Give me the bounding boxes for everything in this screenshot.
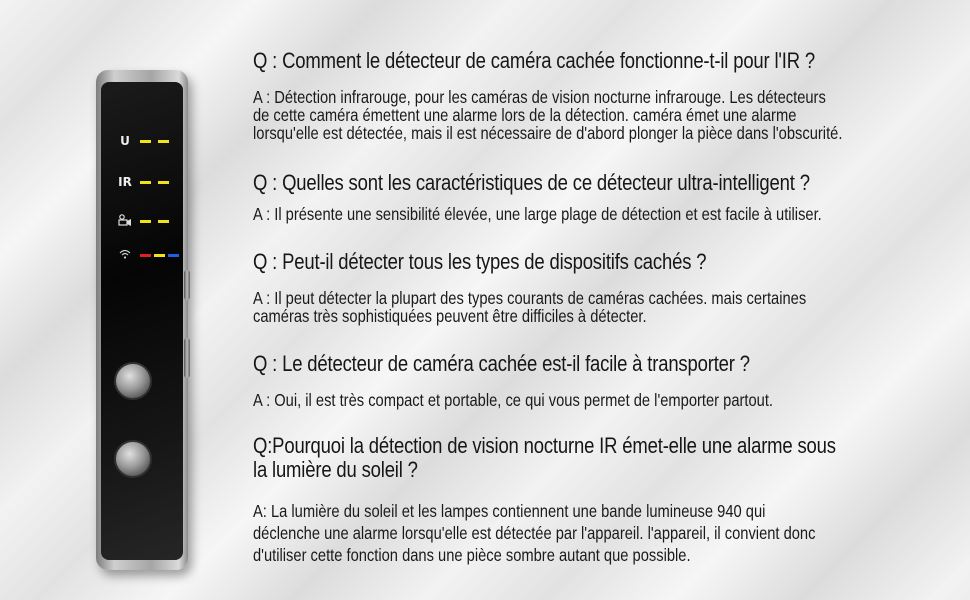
faq-question-4: Q : Le détecteur de caméra cachée est-il facile à transporter ? xyxy=(253,351,750,376)
faq-question-5: Q:Pourquoi la détection de vision nocturne IR émet-elle une alarme sous la lumière du soleil ? xyxy=(253,433,836,482)
faq-question-2: Q : Quelles sont les caractéristiques de ce détecteur ultra-intelligent ? xyxy=(253,170,810,195)
faq-answer-5: A: La lumière du soleil et les lampes contiennent une bande lumineuse 940 qui déclenche une alarme lorsqu'elle est détectée par l'appareil. l'appareil, il convient donc d'utiliser cette fonction dans une pièce sombre autant que possible. xyxy=(253,501,816,565)
indicator-led-red xyxy=(140,254,151,257)
faq-answer-1: A : Détection infrarouge, pour les caméras de vision nocturne infrarouge. Les détecteurs de cette caméra émettent une alarme lors de la détection. caméra émet une alarme lorsqu'elle est détectée, mais il est nécessaire de d'abord plonger la pièce dans l'obscurité. xyxy=(253,87,843,143)
indicator-led xyxy=(140,181,151,184)
faq-answer-2: A : Il présente une sensibilité élevée, une large plage de détection et est facile à utiliser. xyxy=(253,204,822,224)
indicator-row-infrared xyxy=(117,175,169,189)
indicator-led xyxy=(140,140,151,143)
ultrasonic-icon: U xyxy=(120,134,130,148)
faq-question-1: Q : Comment le détecteur de caméra cachée fonctionne-t-il pour l'IR ? xyxy=(253,48,816,73)
faq-answer-4: A : Oui, il est très compact et portable, ce qui vous permet de l'emporter partout. xyxy=(253,390,774,410)
indicator-led-blue xyxy=(168,254,179,257)
camera-icon xyxy=(117,214,133,229)
indicator-row-camera xyxy=(117,214,169,229)
faq-question-3: Q : Peut-il détecter tous les types de dispositifs cachés ? xyxy=(253,249,707,274)
indicator-led-yellow xyxy=(154,254,165,257)
faq-answer-3: A : Il peut détecter la plupart des types courants de caméras cachées. mais certaines caméras très sophistiquées peuvent être difficiles à détecter. xyxy=(253,288,807,326)
indicator-led xyxy=(140,220,151,223)
device-button-lower xyxy=(114,440,152,478)
indicator-led xyxy=(158,220,169,223)
indicator-led xyxy=(158,181,169,184)
device-side-button xyxy=(184,270,190,300)
infrared-icon: IR xyxy=(118,175,132,189)
indicator-row-wifi xyxy=(117,249,179,262)
device-button-upper xyxy=(114,362,152,400)
device-side-switch xyxy=(184,338,190,378)
wifi-signal-icon xyxy=(117,249,133,262)
camera-detector-device xyxy=(96,70,206,570)
indicator-led xyxy=(158,140,169,143)
device-face xyxy=(101,82,183,560)
device-body xyxy=(96,70,188,570)
indicator-row-ultrasonic xyxy=(117,134,169,148)
